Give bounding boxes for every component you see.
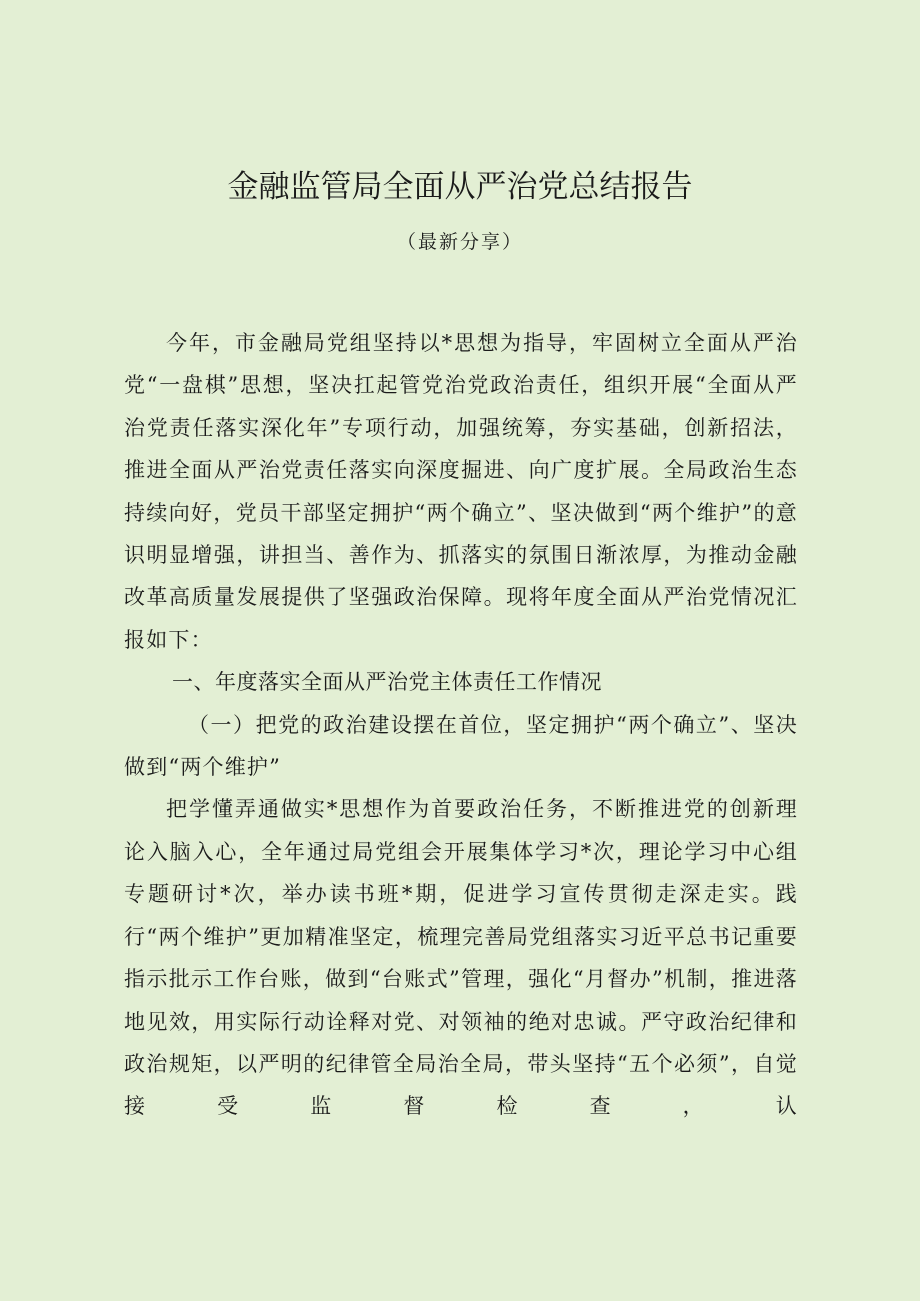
document-subtitle: （最新分享）	[396, 231, 523, 253]
document-title: 金融监管局全面从严治党总结报告	[227, 169, 693, 205]
document-body	[124, 322, 798, 1128]
section-heading: 一、年度落实全面从严治党主体责任工作情况	[172, 670, 602, 695]
intro-paragraph: 今年，市金融局党组坚持以*思想为指导，牢固树立全面从严治党“一盘棋”思想，坚决扛起管党治党政治责任，组织开展“全面从严治党责任落实深化年”专项行动，加强统筹，夯实基础，创新招法，推进全面从严治党责任落实向深度掘进、向广度扩展。全局政治生态持续向好，党员干部坚定拥护“两个确立”、坚决做到“两个维护”的意识明显增强，讲担当、善作为、抓落实的氛围日渐浓厚，为推动金融改革高质量发展提供了坚强政治保障。现将年度全面从严治党情况汇报如下：	[124, 331, 798, 652]
body-paragraph: 把学懂弄通做实*思想作为首要政治任务，不断推进党的创新理论入脑入心，全年通过局党组会开展集体学习*次，理论学习中心组专题研讨*次，举办读书班*期，促进学习宣传贯彻走深走实。践行“两个维护”更加精准坚定，梳理完善局党组落实习近平总书记重要指示批示工作台账，做到“台账式”管理，强化“月督办”机制，推进落地见效，用实际行动诠释对党、对领袖的绝对忠诚。严守政治纪律和政治规矩，以严明的纪律管全局治全局，带头坚持“五个必须”，自觉接受监督检查，认	[124, 797, 798, 1119]
subsection-heading: （一）把党的政治建设摆在首位，坚定拥护“两个确立”、坚决做到“两个维护”	[124, 712, 798, 780]
